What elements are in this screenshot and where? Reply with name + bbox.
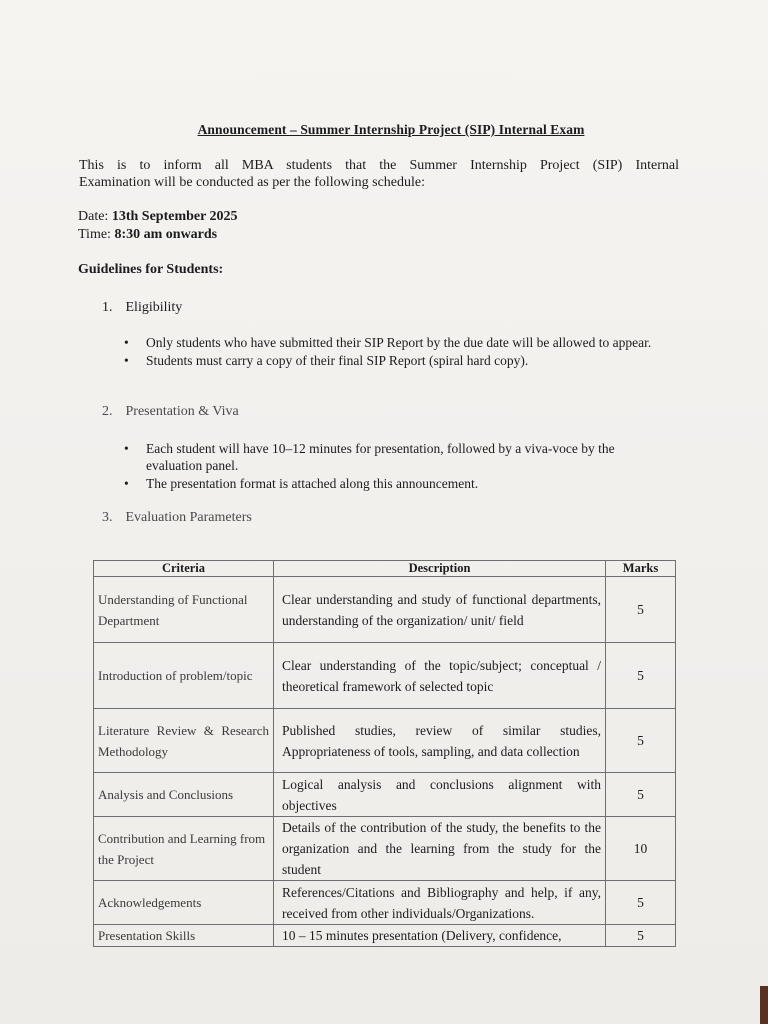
column-header: Marks xyxy=(606,561,676,577)
description-cell: References/Citations and Bibliography and help, if any, received from other individuals/Organizations. xyxy=(274,881,606,925)
column-header: Description xyxy=(274,561,606,577)
bullet-text: Each student will have 10–12 minutes for presentation, followed by a viva-voce by the evaluation panel. xyxy=(146,441,615,473)
table-row xyxy=(94,817,676,881)
bullet-icon: • xyxy=(124,335,129,350)
criteria-cell: Contribution and Learning from the Project xyxy=(94,817,274,881)
marks-cell: 10 xyxy=(606,817,676,881)
table-row xyxy=(94,709,676,773)
table-header-row xyxy=(94,561,676,577)
section-presentation-viva xyxy=(102,404,239,420)
table-row xyxy=(94,577,676,643)
section-number: 2. xyxy=(102,404,113,419)
intro-line-1: This is to inform all MBA students that the Summer Internship Project (SIP) Internal xyxy=(79,158,679,173)
criteria-cell: Analysis and Conclusions xyxy=(94,773,274,817)
time-line xyxy=(78,226,238,244)
criteria-text: Literature Review & Research Methodology xyxy=(98,722,269,759)
table-row xyxy=(94,925,676,947)
section-heading: Evaluation Parameters xyxy=(125,510,252,525)
table-row xyxy=(94,881,676,925)
marks-cell: 5 xyxy=(606,643,676,709)
eligibility-bullets xyxy=(120,334,672,370)
table-row xyxy=(94,773,676,817)
marks-cell: 5 xyxy=(606,881,676,925)
criteria-cell: Understanding of Functional Department xyxy=(94,577,274,643)
time-value: 8:30 am onwards xyxy=(114,227,218,242)
list-item xyxy=(120,475,672,492)
announcement-title: Announcement – Summer Internship Project (SIP) Internal Exam xyxy=(197,122,585,137)
section-heading: Presentation & Viva xyxy=(125,404,239,419)
date-value: 13th September 2025 xyxy=(111,209,238,224)
section-number: 1. xyxy=(102,300,113,315)
date-label: Date: xyxy=(78,209,109,224)
intro-paragraph xyxy=(79,157,679,191)
page-edge-mark xyxy=(760,986,768,1024)
bullet-icon: • xyxy=(124,476,129,491)
intro-line-2: Examination will be conducted as per the following schedule: xyxy=(79,175,426,190)
section-heading: Eligibility xyxy=(125,300,183,315)
description-cell: 10 – 15 minutes presentation (Delivery, confidence, xyxy=(274,925,606,947)
description-cell: Clear understanding and study of functional departments, understanding of the organization/ unit/ field xyxy=(274,577,606,643)
presentation-bullets xyxy=(120,440,672,493)
bullet-text: Students must carry a copy of their final SIP Report (spiral hard copy). xyxy=(146,353,529,368)
description-cell: Clear understanding of the topic/subject; conceptual / theoretical framework of selected topic xyxy=(274,643,606,709)
bullet-text: Only students who have submitted their SIP Report by the due date will be allowed to appear. xyxy=(146,335,652,350)
list-item xyxy=(120,352,672,369)
table-row xyxy=(94,643,676,709)
criteria-cell: Acknowledgements xyxy=(94,881,274,925)
date-line xyxy=(78,208,238,226)
marks-cell: 5 xyxy=(606,773,676,817)
list-item xyxy=(120,440,672,474)
schedule-block xyxy=(78,208,238,244)
criteria-cell: Introduction of problem/topic xyxy=(94,643,274,709)
bullet-icon: • xyxy=(124,441,129,456)
marks-cell: 5 xyxy=(606,925,676,947)
guidelines-heading: Guidelines for Students: xyxy=(78,262,224,277)
list-item xyxy=(120,334,672,351)
criteria-cell xyxy=(94,709,274,773)
criteria-cell: Presentation Skills xyxy=(94,925,274,947)
description-cell: Details of the contribution of the study, the benefits to the organization and the learning from the study for the student xyxy=(274,817,606,881)
bullet-icon: • xyxy=(124,353,129,368)
section-number: 3. xyxy=(102,510,113,525)
section-evaluation-parameters xyxy=(102,510,252,526)
section-eligibility xyxy=(102,300,182,316)
marks-cell: 5 xyxy=(606,577,676,643)
description-cell: Logical analysis and conclusions alignment with objectives xyxy=(274,773,606,817)
evaluation-table xyxy=(93,560,676,947)
column-header: Criteria xyxy=(94,561,274,577)
time-label: Time: xyxy=(78,227,111,242)
marks-cell: 5 xyxy=(606,709,676,773)
description-cell: Published studies, review of similar studies, Appropriateness of tools, sampling, and data collection xyxy=(274,709,606,773)
bullet-text: The presentation format is attached along this announcement. xyxy=(146,476,479,491)
